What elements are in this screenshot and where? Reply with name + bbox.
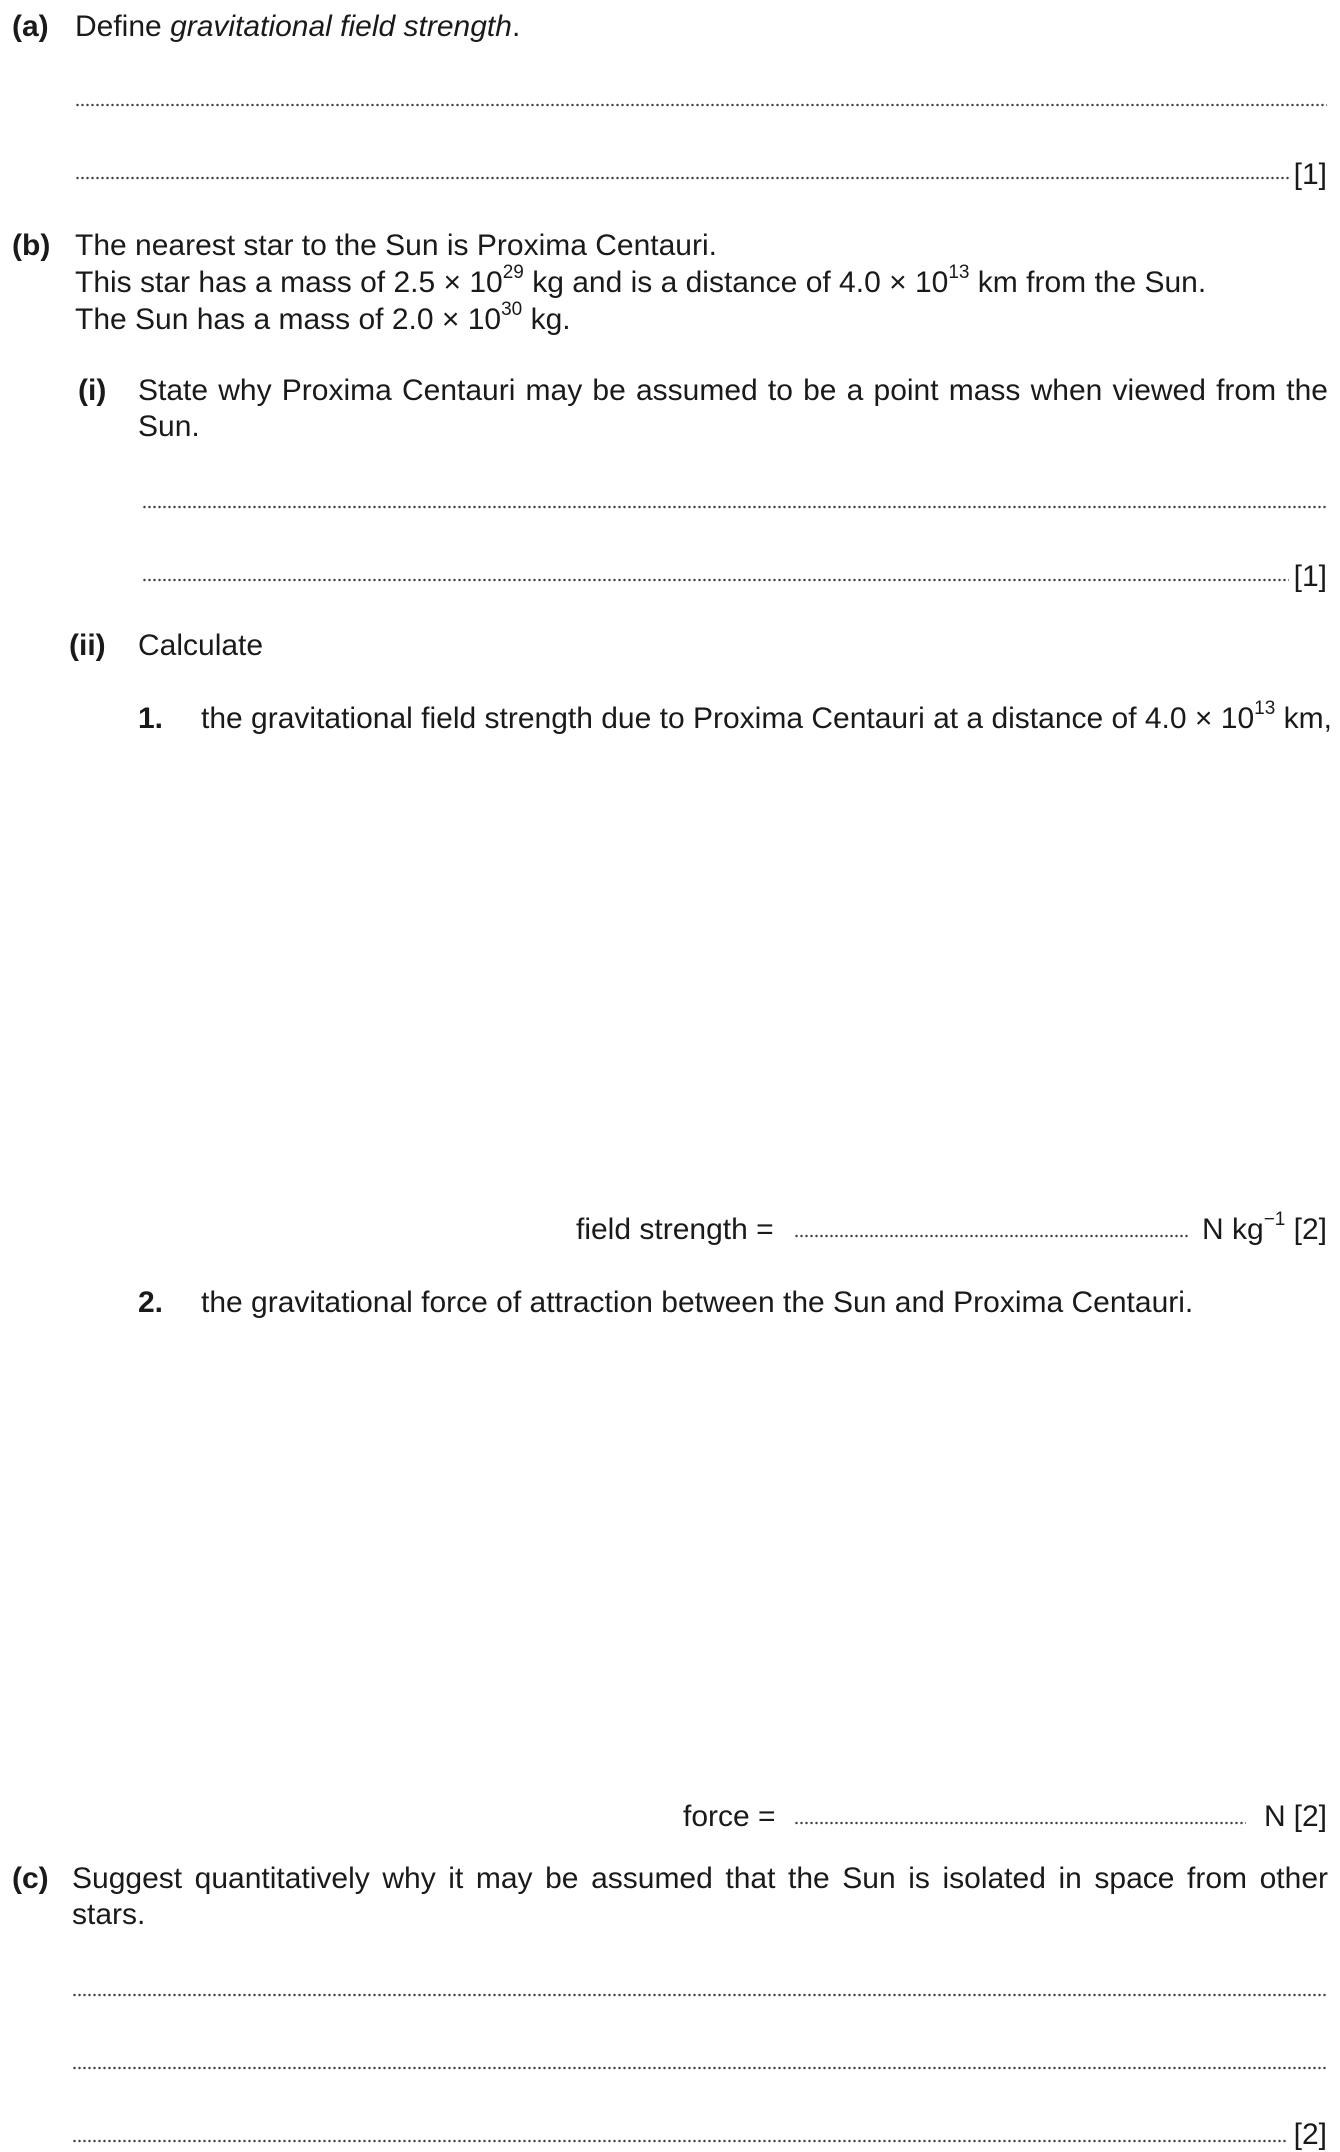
item-1-text-exponent: 13 bbox=[1254, 698, 1276, 719]
part-b-i-mark: [1] bbox=[1293, 560, 1327, 593]
item-2-mark: [2] bbox=[1293, 1800, 1327, 1833]
part-b-label: (b) bbox=[12, 229, 51, 262]
part-b-distance-exponent: 13 bbox=[948, 262, 970, 283]
part-b-distance: kg and is a distance of 4.0 × 10 bbox=[523, 266, 949, 299]
part-b-intro-line-1: The nearest star to the Sun is Proxima Centauri. bbox=[75, 229, 717, 262]
part-c-answer-line-2[interactable] bbox=[72, 2066, 1327, 2070]
field-strength-label: field strength = bbox=[576, 1213, 774, 1246]
part-b-sun-mass: The Sun has a mass of 2.0 × 10 bbox=[75, 303, 502, 336]
part-b-star-mass: This star has a mass of 2.5 × 10 bbox=[75, 266, 503, 299]
part-b-ii-label: (ii) bbox=[69, 629, 106, 662]
part-b-distance-unit: km from the Sun. bbox=[969, 266, 1207, 299]
force-unit: N bbox=[1264, 1800, 1286, 1833]
force-label: force = bbox=[683, 1800, 776, 1833]
part-a-label: (a) bbox=[12, 10, 49, 43]
part-b-i-line-2: Sun. bbox=[138, 410, 200, 443]
part-c-line-1: Suggest quantitatively why it may be assumed that the Sun is isolated in space from other bbox=[72, 1862, 1328, 1895]
part-a-prompt-prefix: Define bbox=[75, 10, 171, 43]
part-b-sun-mass-exponent: 30 bbox=[501, 299, 523, 320]
force-answer-line[interactable] bbox=[794, 1821, 1246, 1825]
part-c-label: (c) bbox=[12, 1862, 49, 1895]
part-b-ii-heading: Calculate bbox=[138, 629, 264, 662]
part-b-star-mass-exponent: 29 bbox=[502, 262, 524, 283]
part-a-answer-line-2[interactable] bbox=[75, 176, 1289, 180]
part-c-answer-line-3[interactable] bbox=[72, 2139, 1286, 2143]
part-a-answer-line-1[interactable] bbox=[75, 103, 1327, 107]
field-strength-unit bbox=[1202, 1209, 1286, 1247]
part-b-i-answer-line-1[interactable] bbox=[142, 505, 1327, 509]
part-b-sun-mass-unit: kg. bbox=[522, 303, 571, 336]
part-b-i-label: (i) bbox=[78, 374, 107, 407]
part-c-answer-line-1[interactable] bbox=[72, 1993, 1327, 1997]
field-strength-unit-exponent: −1 bbox=[1263, 1209, 1286, 1230]
part-a-prompt-term: gravitational field strength bbox=[170, 10, 512, 43]
field-strength-unit-base: N kg bbox=[1202, 1213, 1264, 1246]
item-1-text-unit: km, bbox=[1275, 702, 1332, 735]
item-1-text-main: the gravitational field strength due to Proxima Centauri at a distance of 4.0 × 10 bbox=[201, 702, 1255, 735]
part-c-mark: [2] bbox=[1293, 2118, 1327, 2151]
part-a-mark: [1] bbox=[1293, 158, 1327, 191]
item-1-text bbox=[201, 698, 1332, 736]
part-b-i-line-1: State why Proxima Centauri may be assumed to be a point mass when viewed from the bbox=[138, 374, 1328, 407]
part-a-prompt-suffix: . bbox=[511, 10, 521, 43]
item-2-number: 2. bbox=[138, 1286, 164, 1319]
part-b-intro-line-3 bbox=[75, 299, 571, 337]
item-2-text: the gravitational force of attraction between the Sun and Proxima Centauri. bbox=[201, 1286, 1194, 1319]
field-strength-answer-line[interactable] bbox=[794, 1234, 1190, 1238]
part-c-line-2: stars. bbox=[72, 1898, 146, 1931]
part-b-i-answer-line-2[interactable] bbox=[142, 578, 1289, 582]
part-b-intro-line-2 bbox=[75, 262, 1207, 300]
item-1-mark: [2] bbox=[1293, 1213, 1327, 1246]
part-a-prompt bbox=[75, 10, 520, 44]
item-1-number: 1. bbox=[138, 702, 164, 735]
